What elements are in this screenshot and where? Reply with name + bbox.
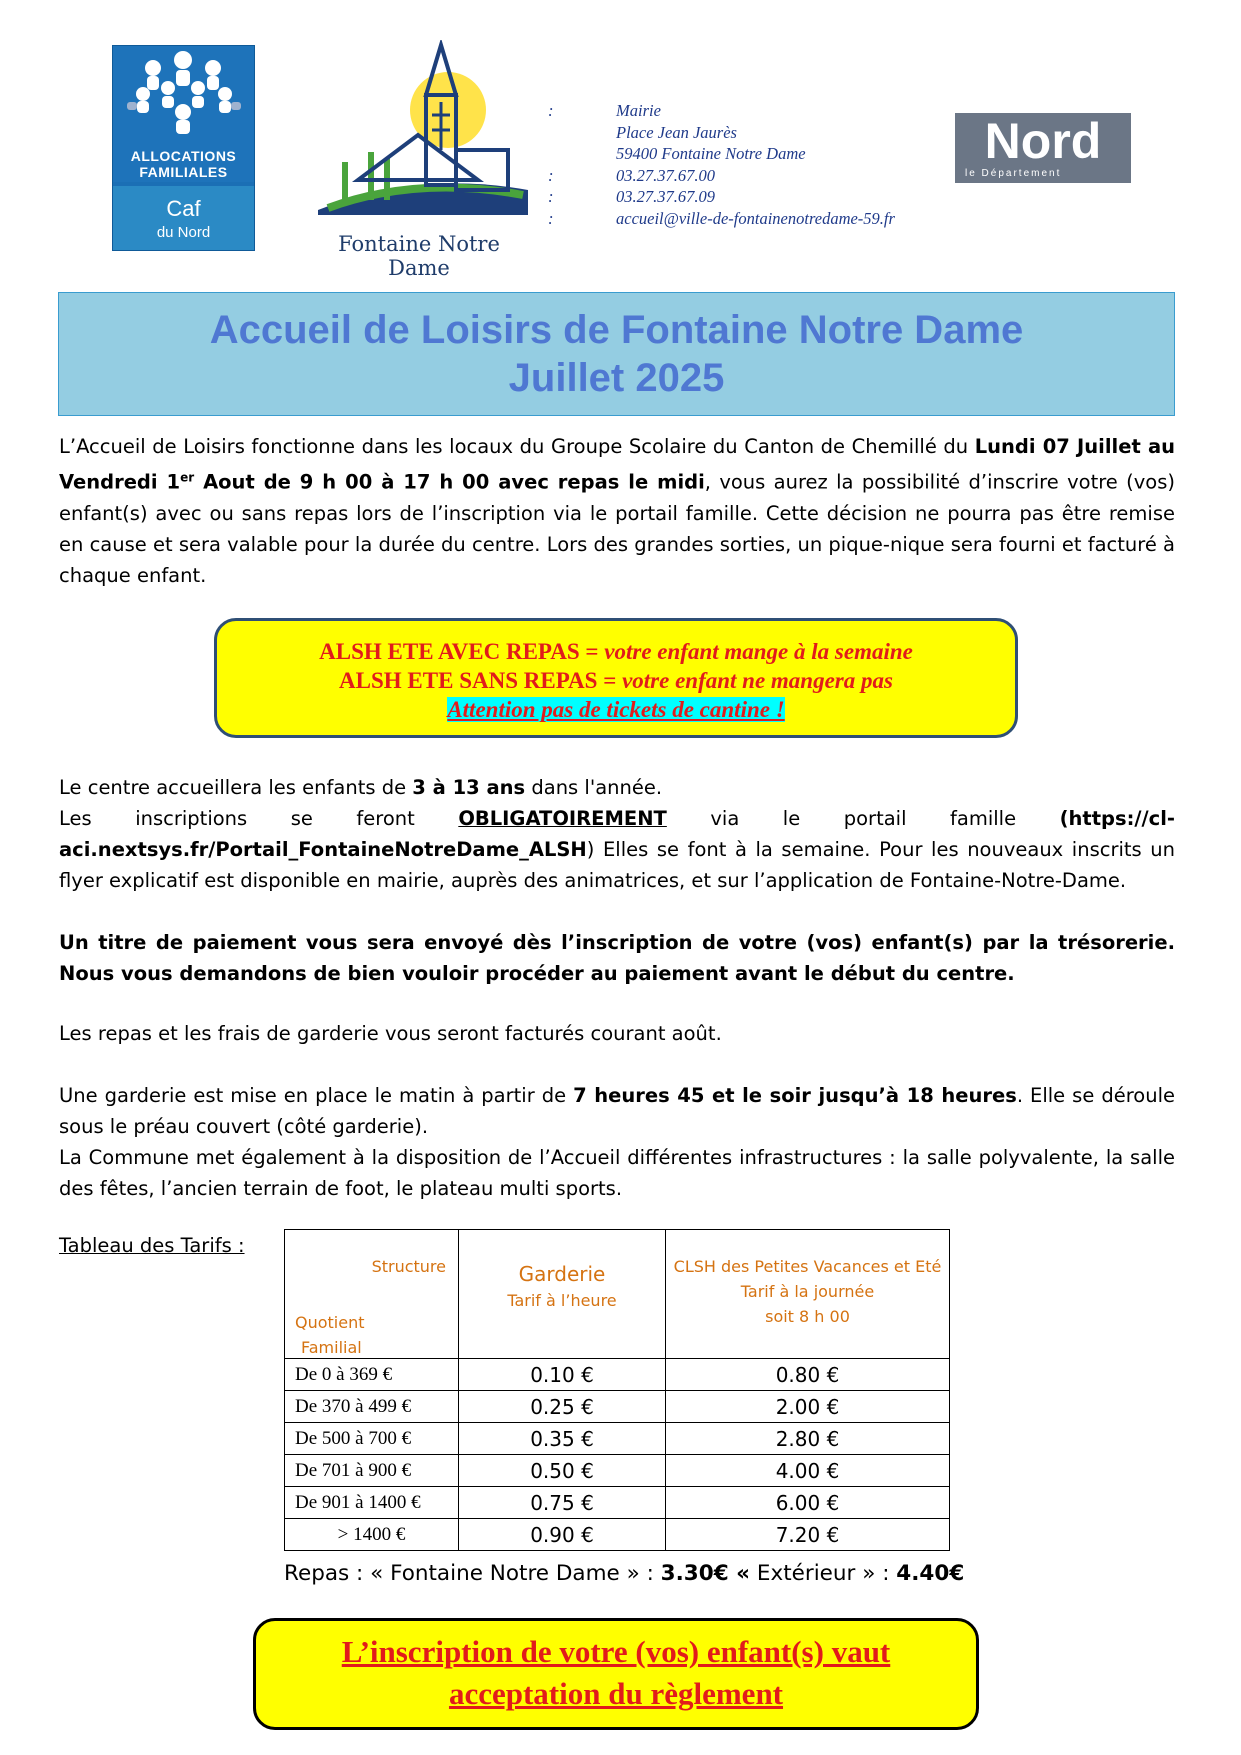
reglement-line-2: acceptation du règlement	[448, 1676, 784, 1711]
notice-sans-desc: votre enfant ne mangera pas	[622, 668, 893, 693]
header-familial: Familial	[301, 1338, 362, 1357]
notice-line-sans	[217, 666, 1015, 695]
garderie-line	[59, 1080, 1175, 1142]
clsh-price-cell: 6.00 €	[666, 1487, 950, 1519]
inscription-text-3: ) Elles se font à la semaine. Pour les nouveaux inscrits un flyer explicatif est disponible en mairie, auprès des animatrices, et sur l’application de Fontaine-Notre-Dame.	[59, 838, 1175, 892]
caf-logo	[112, 45, 255, 251]
contact-street: Place Jean Jaurès	[616, 122, 737, 142]
reglement-line-1: L’inscription de votre (vos) enfant(s) vaut	[341, 1634, 891, 1669]
repas-notice-box	[214, 618, 1018, 738]
table-row	[285, 1359, 950, 1391]
header-garderie-cell	[459, 1230, 666, 1359]
caf-line-caf: Caf	[166, 196, 201, 221]
table-row	[285, 1487, 950, 1519]
nord-logo-sub: le Département	[965, 168, 1062, 179]
intro-dates-bold: Lundi 07 Juillet au Vendredi 1	[59, 435, 1175, 494]
repas-price-exterieur: 4.40€	[896, 1561, 965, 1586]
header-clsh: CLSH des Petites Vacances et Eté	[673, 1257, 942, 1276]
page-subtitle: Juillet 2025	[508, 356, 725, 400]
garderie-price-cell: 0.75 €	[459, 1487, 666, 1519]
age-text-end: dans l'année.	[525, 776, 663, 799]
header-structure: Structure	[371, 1257, 446, 1276]
info-paragraph	[59, 772, 1175, 896]
quotient-cell: De 701 à 900 €	[285, 1455, 459, 1487]
age-text: Le centre accueillera les enfants de	[59, 776, 413, 799]
contact-colon: :	[548, 165, 554, 185]
notice-warning: Attention pas de tickets de cantine !	[447, 697, 785, 722]
contact-block	[548, 100, 948, 229]
notice-line-warning	[217, 695, 1015, 724]
contact-row	[548, 143, 948, 165]
tarifs-table	[284, 1229, 950, 1551]
notice-avec-label: ALSH ETE AVEC REPAS =	[319, 639, 605, 664]
notice-avec-desc: votre enfant mange à la semaine	[604, 639, 913, 664]
quotient-cell: > 1400 €	[285, 1519, 459, 1551]
tarifs-table-label: Tableau des Tarifs :	[59, 1234, 245, 1257]
clsh-price-cell: 2.80 €	[666, 1423, 950, 1455]
header-clsh-tarif: Tarif à la journée	[740, 1282, 875, 1301]
table-row	[285, 1455, 950, 1487]
obligatoirement-text: OBLIGATOIREMENT	[458, 807, 667, 830]
garderie-paragraph	[59, 1080, 1175, 1204]
caf-logo-top	[113, 46, 254, 182]
payment-paragraph	[59, 927, 1175, 989]
portail-famille-link[interactable]: (https://cl-aci.nextsys.fr/Portail_FontaineNotreDame_ALSH	[59, 807, 1175, 861]
inscription-line	[59, 803, 1175, 896]
contact-colon	[548, 143, 616, 165]
intro-paragraph	[59, 431, 1175, 591]
intro-hours-bold: Aout de 9 h 00 à 17 h 00 avec repas le midi	[194, 470, 705, 494]
nord-logo-word: Nord	[984, 113, 1102, 169]
garderie-price-cell: 0.35 €	[459, 1423, 666, 1455]
table-row	[285, 1423, 950, 1455]
billing-paragraph	[59, 1018, 1175, 1049]
contact-row	[548, 100, 948, 122]
fontaine-notre-dame-logo	[308, 40, 530, 280]
table-header-row	[285, 1230, 950, 1359]
contact-city: 59400 Fontaine Notre Dame	[616, 144, 806, 163]
garderie-price-cell: 0.10 €	[459, 1359, 666, 1391]
quotient-cell: De 500 à 700 €	[285, 1423, 459, 1455]
quotient-cell: De 370 à 499 €	[285, 1391, 459, 1423]
billing-text: Les repas et les frais de garderie vous seront facturés courant août.	[59, 1022, 722, 1045]
contact-row	[548, 208, 948, 230]
header-clsh-cell	[666, 1230, 950, 1359]
age-line	[59, 772, 1175, 803]
garderie-text-end: . Elle se déroule sous le préau couvert (côté garderie).	[59, 1084, 1175, 1138]
contact-colon: :	[548, 187, 554, 206]
contact-row	[548, 165, 948, 187]
contact-fax: 03.27.37.67.09	[616, 187, 715, 206]
church-icon	[308, 40, 530, 230]
quotient-cell: De 901 à 1400 €	[285, 1487, 459, 1519]
page-title: Accueil de Loisirs de Fontaine Notre Dame	[209, 308, 1024, 352]
garderie-hours: 7 heures 45 et le soir jusqu’à 18 heures	[573, 1084, 1017, 1107]
garderie-price-cell: 0.50 €	[459, 1455, 666, 1487]
contact-row	[548, 122, 948, 144]
header-garderie: Garderie	[518, 1262, 606, 1286]
contact-mairie: Mairie	[616, 101, 661, 120]
contact-colon: :	[548, 208, 554, 228]
notice-line-avec	[217, 637, 1015, 666]
page-title-banner	[58, 292, 1175, 416]
clsh-price-cell: 0.80 €	[666, 1359, 950, 1391]
caf-line-familiales: FAMILIALES	[139, 164, 228, 180]
commune-line	[59, 1142, 1175, 1204]
contact-colon	[548, 122, 616, 144]
caf-line-allocations: ALLOCATIONS	[130, 148, 237, 164]
clsh-price-cell: 7.20 €	[666, 1519, 950, 1551]
header-garderie-sub: Tarif à l’heure	[507, 1291, 617, 1310]
header-quotient: Quotient	[295, 1313, 365, 1332]
reglement-notice-box	[253, 1618, 979, 1730]
repas-price-line	[284, 1561, 964, 1586]
commune-text: La Commune met également à la disposition de l’Accueil différentes infrastructures : la salle polyvalente, la salle des fêtes, l’ancien terrain de foot, le plateau multi sports.	[59, 1146, 1175, 1200]
header-clsh-duration: soit 8 h 00	[765, 1307, 850, 1326]
garderie-price-cell: 0.90 €	[459, 1519, 666, 1551]
notice-sans-label: ALSH ETE SANS REPAS =	[339, 668, 623, 693]
nord-departement-logo	[955, 113, 1131, 183]
header-structure-cell	[285, 1230, 459, 1359]
contact-email[interactable]: accueil@ville-de-fontainenotredame-59.fr	[616, 208, 895, 228]
repas-exterieur-label: Extérieur » :	[750, 1561, 897, 1586]
repas-label: Repas : « Fontaine Notre Dame » :	[284, 1561, 661, 1586]
caf-line-du-nord: du Nord	[156, 224, 211, 241]
table-row	[285, 1391, 950, 1423]
repas-price-local: 3.30€ «	[660, 1561, 751, 1586]
inscription-text-2: via le portail famille	[666, 807, 1060, 830]
intro-text-rest: , vous aurez la possibilité d’inscrire votre (vos) enfant(s) avec ou sans repas lors de l’inscription via le portail famille. Cette décision ne pourra pas être remise en cause et sera valable pour la durée du centre. Lors des grandes sorties, un pique-nique sera fourni et facturé à chaque enfant.	[59, 470, 1175, 587]
garderie-price-cell: 0.25 €	[459, 1391, 666, 1423]
clsh-price-cell: 2.00 €	[666, 1391, 950, 1423]
family-figures-icon	[113, 46, 254, 146]
contact-phone: 03.27.37.67.00	[616, 165, 715, 185]
age-range: 3 à 13 ans	[412, 776, 526, 799]
table-row	[285, 1519, 950, 1551]
fontaine-notre-dame-logo-text: Fontaine Notre Dame	[338, 232, 500, 280]
clsh-price-cell: 4.00 €	[666, 1455, 950, 1487]
quotient-cell: De 0 à 369 €	[285, 1359, 459, 1391]
payment-text: Un titre de paiement vous sera envoyé dès l’inscription de votre (vos) enfant(s) par la trésorerie. Nous vous demandons de bien vouloir procéder au paiement avant le début du centre.	[59, 931, 1175, 985]
contact-colon: :	[548, 101, 554, 120]
intro-sup: er	[180, 470, 195, 484]
contact-row	[548, 186, 948, 208]
intro-text: L’Accueil de Loisirs fonctionne dans les locaux du Groupe Scolaire du Canton de Chemillé du	[59, 435, 975, 458]
inscription-text: Les inscriptions se feront	[59, 807, 459, 830]
garderie-text: Une garderie est mise en place le matin à partir de	[59, 1084, 574, 1107]
